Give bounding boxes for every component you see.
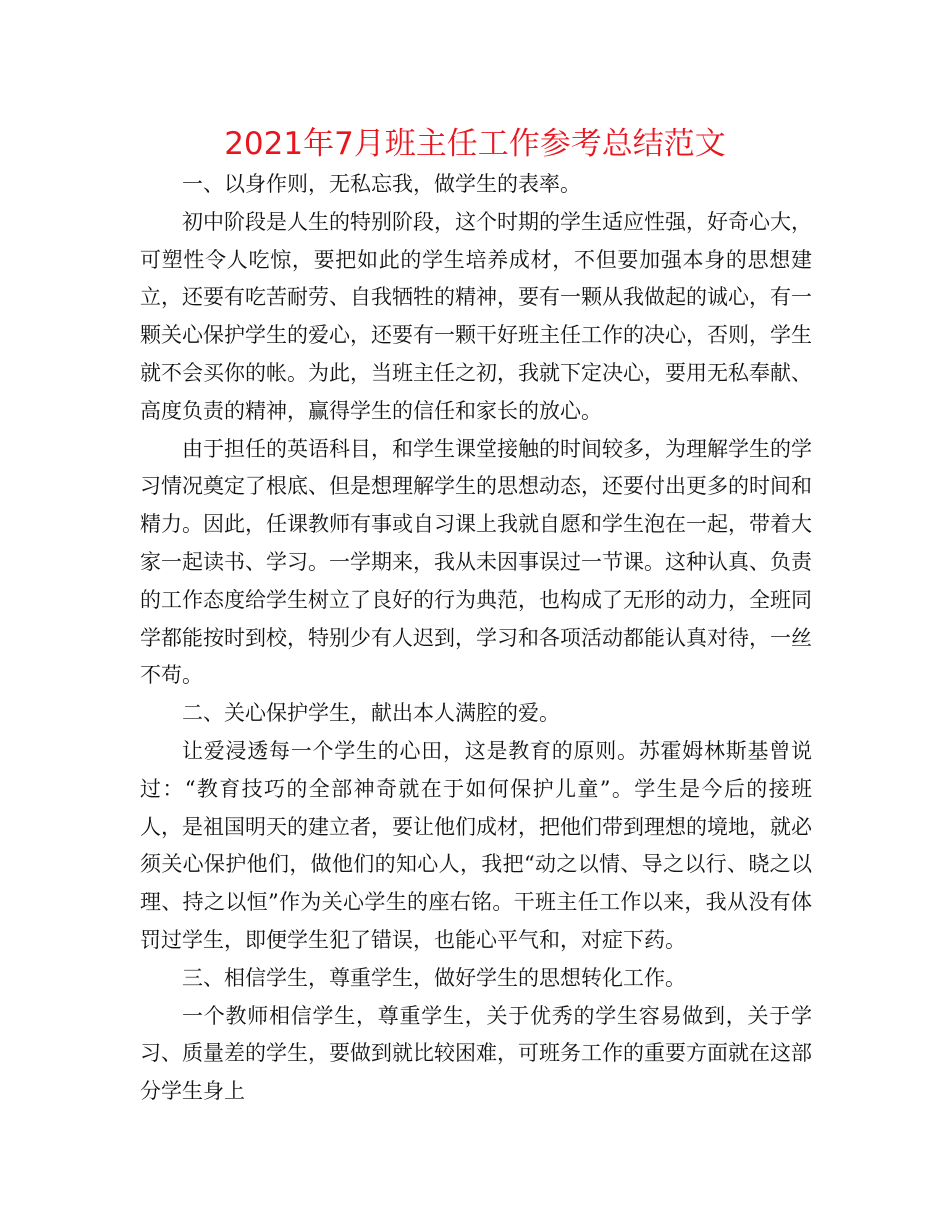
document-title: 2021年7月班主任工作参考总结范文 <box>224 126 726 162</box>
paragraph: 初中阶段是人生的特别阶段，这个时期的学生适应性强，好奇心大，可塑性令人吃惊，要把如此的学生培养成材，不但要加强本身的思想建立，还要有吃苦耐劳、自我牺牲的精神，要有一颗从我做起的诚心，有一颗关心保护学生的爱心，还要有一颗干好班主任工作的决心，否则，学生就不会买你的帐。为此，当班主任之初，我就下定决心，要用无私奉献、高度负责的精神，赢得学生的信任和家长的放心。 <box>140 209 812 423</box>
heading-2: 二、关心保护学生，献出本人满腔的爱。 <box>182 701 560 726</box>
paragraph: 让爱浸透每一个学生的心田，这是教育的原则。苏霍姆林斯基曾说过：“教育技巧的全部神奇就在于如何保护儿童”。学生是今后的接班人，是祖国明天的建立者，要让他们成材，把他们带到理想的境地，就必须关心保护他们，做他们的知心人，我把“动之以情、导之以行、晓之以理、持之以恒”作为关心学生的座右铭。干班主任工作以来，我从没有体罚过学生，即便学生犯了错误，也能心平气和，对症下药。 <box>140 738 812 952</box>
heading-3: 三、相信学生，尊重学生，做好学生的思想转化工作。 <box>182 965 686 990</box>
paragraph: 由于担任的英语科目，和学生课堂接触的时间较多，为理解学生的学习情况奠定了根底、但是想理解学生的思想动态，还要付出更多的时间和精力。因此，任课教师有事或自习课上我就自愿和学生泡在一起，带着大家一起读书、学习。一学期来，我从未因事误过一节课。这种认真、负责的工作态度给学生树立了良好的行为典范，也构成了无形的动力，全班同学都能按时到校，特别少有人迟到，学习和各项活动都能认真对待，一丝不苟。 <box>140 436 812 688</box>
heading-1: 一、以身作则，无私忘我，做学生的表率。 <box>182 172 581 196</box>
paragraph: 一个教师相信学生，尊重学生，关于优秀的学生容易做到，关于学习、质量差的学生，要做到就比较困难，可班务工作的重要方面就在这部分学生身上 <box>140 1003 812 1104</box>
document-body <box>140 166 812 1111</box>
